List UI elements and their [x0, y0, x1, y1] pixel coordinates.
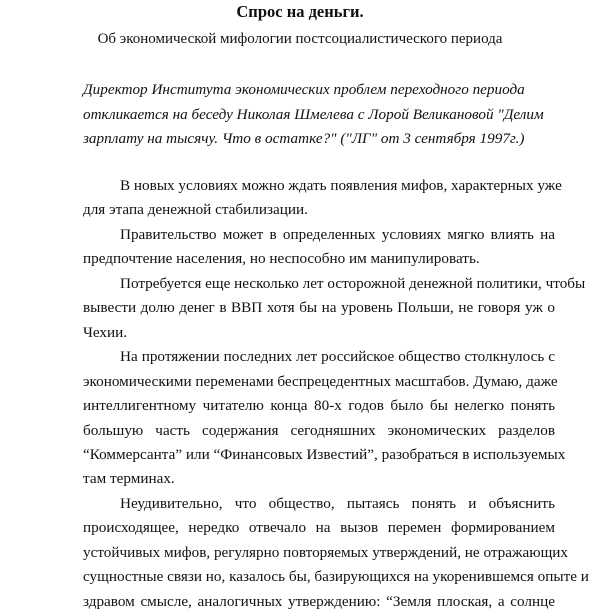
paragraph-line: для этапа денежной стабилизации. [83, 201, 308, 219]
paragraph-line: Потребуется еще несколько лет осторожной денежной политики, чтобы [120, 274, 586, 292]
intro-line: зарплату на тысячу. Что в остатке?" ("ЛГ" от 3 сентября 1997г.) [83, 130, 525, 147]
paragraph-line: Чехии. [83, 323, 128, 341]
paragraph-line: Правительство может в определенных условиях мягко влиять на [120, 225, 555, 243]
paragraph-line: предпочтение населения, но неспособно им манипулировать. [83, 250, 480, 268]
paragraph-line: здравом смысле, аналогичных утверждению: “Земля плоская, а солнце [83, 592, 555, 610]
body-paragraph [83, 492, 589, 614]
document-title: Спрос на деньги. [236, 2, 364, 21]
intro-paragraph [83, 78, 544, 152]
paragraph-line: экономическими переменами беспрецедентных масштабов. Думаю, даже [83, 372, 558, 390]
paragraph-line: устойчивых мифов, регулярно повторяемых утверждений, не отражающих [83, 543, 568, 561]
paragraph-line: “Коммерсанта” или “Финансовых Известий”, разобраться в используемых [83, 445, 566, 463]
document-subtitle: Об экономической мифологии постсоциалистического периода [97, 31, 503, 47]
intro-line: откликается на беседу Николая Шмелева с Лорой Великановой "Делим [83, 105, 544, 123]
paragraph-line: происходящее, нередко отвечало на вызов перемен формированием [83, 519, 555, 537]
paragraph-line: В новых условиях можно ждать появления мифов, характерных уже [120, 177, 562, 194]
paragraph-line: большую часть содержания сегодняшних экономических разделов [83, 421, 555, 439]
body-paragraph [83, 345, 566, 492]
body-paragraph [83, 174, 562, 223]
body-paragraph [83, 223, 555, 272]
paragraph-line: там терминах. [83, 470, 175, 488]
paragraph-line: вывести долю денег в ВВП хотя бы на уровень Польши, не говоря уж о [83, 299, 555, 317]
document-body [83, 174, 589, 614]
paragraph-line: сущностные связи но, казалось бы, базирующихся на укоренившемся опыте и [83, 568, 589, 586]
paragraph-line: На протяжении последних лет российское общество столкнулось с [120, 348, 555, 366]
paragraph-line: интеллигентному читателю конца 80-х годов было бы нелегко понять [83, 397, 555, 415]
body-paragraph [83, 272, 586, 345]
paragraph-line: Неудивительно, что общество, пытаясь понять и объяснить [120, 494, 555, 512]
intro-line: Директор Института экономических проблем переходного периода [83, 81, 525, 98]
